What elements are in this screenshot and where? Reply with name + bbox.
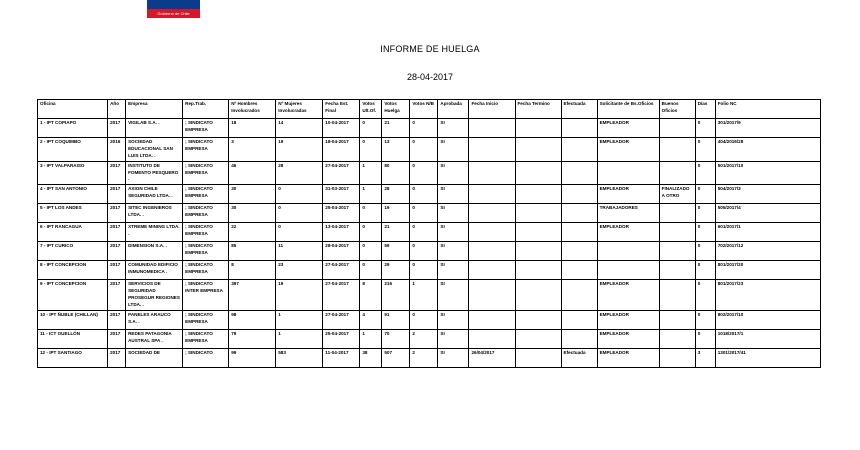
table-cell: AXION CHILE SEGURIDAD LTDA. .	[126, 185, 183, 204]
table-cell	[469, 280, 515, 311]
table-cell: 27-04-2017	[323, 161, 360, 185]
column-header: Buenos Oficios	[659, 100, 695, 119]
table-cell: 70	[382, 329, 410, 348]
table-cell: EMPLEADOR	[597, 185, 659, 204]
table-cell: 3 - IPT VALPARAISO	[38, 161, 108, 185]
table-cell: 1	[360, 185, 382, 204]
table-cell: 91	[382, 310, 410, 329]
table-cell: 0	[360, 261, 382, 280]
table-row	[38, 348, 821, 367]
column-header: Solicitante de Bs.Oficios	[597, 100, 659, 119]
table-cell: EMPLEADOR	[597, 280, 659, 311]
table-cell	[561, 329, 597, 348]
table-cell: ; SINDICATO EMPRESA	[183, 261, 229, 280]
table-cell: 2 - IPT COQUIMBO	[38, 138, 108, 162]
table-cell: 0	[360, 204, 382, 223]
column-header: Empresa	[126, 100, 183, 119]
table-cell: 0	[695, 261, 715, 280]
table-cell	[469, 138, 515, 162]
table-cell	[597, 161, 659, 185]
table-cell: 0	[410, 138, 438, 162]
table-cell	[469, 310, 515, 329]
table-cell: SOCIEDAD EDUCACIONAL SAN LUIS LTDA. .	[126, 138, 183, 162]
table-cell: SI	[438, 310, 469, 329]
table-cell	[561, 310, 597, 329]
table-cell: 801/2017/20	[715, 261, 820, 280]
table-cell: TRABAJADORES	[597, 204, 659, 223]
table-cell: 2017	[108, 204, 126, 223]
table-cell: 0	[695, 204, 715, 223]
table-cell: 26/04/2017	[469, 348, 515, 367]
table-cell: 0	[410, 119, 438, 138]
table-cell: 7 - IPT CURICO	[38, 242, 108, 261]
table-cell: 22	[229, 223, 276, 242]
table-cell: 5 - IPT LOS ANDES	[38, 204, 108, 223]
table-cell	[659, 242, 695, 261]
table-cell: 46	[229, 161, 276, 185]
logo-red-band: Gobierno de Chile	[147, 9, 200, 18]
column-header: Nº Mujeres Involucradas	[276, 100, 323, 119]
table-cell	[515, 161, 561, 185]
table-cell: XTREME MINING LTDA. .	[126, 223, 183, 242]
table-cell: 2017	[108, 119, 126, 138]
column-header: Fecha Inicio	[469, 100, 515, 119]
table-cell: ; SINDICATO EMPRESA	[183, 185, 229, 204]
table-cell	[469, 242, 515, 261]
table-cell	[515, 310, 561, 329]
table-cell: 0	[695, 310, 715, 329]
table-cell	[469, 119, 515, 138]
table-cell: 0	[695, 138, 715, 162]
table-cell	[659, 119, 695, 138]
table-cell: 19	[382, 204, 410, 223]
table-cell	[515, 223, 561, 242]
table-cell: 0	[695, 161, 715, 185]
column-header: Folio NC	[715, 100, 820, 119]
table-cell: REDES PATAGONIA AUSTRAL SPA .	[126, 329, 183, 348]
column-header: Fecha Est. Final	[323, 100, 360, 119]
table-cell: 1018/2017/1	[715, 329, 820, 348]
table-row	[38, 138, 821, 162]
table-cell	[469, 161, 515, 185]
table-cell: 0	[695, 280, 715, 311]
table-cell	[515, 204, 561, 223]
table-cell: 2016	[108, 138, 126, 162]
table-row	[38, 329, 821, 348]
table-row	[38, 261, 821, 280]
strike-report-table	[37, 99, 821, 368]
table-cell	[469, 185, 515, 204]
table-cell: 504/2017/3	[715, 185, 820, 204]
table-cell: 8	[229, 261, 276, 280]
table-cell: 31-03-2017	[323, 185, 360, 204]
table-cell	[561, 261, 597, 280]
table-cell: 0	[360, 242, 382, 261]
table-cell: 0	[695, 223, 715, 242]
table-header-row	[38, 100, 821, 119]
table-cell	[597, 261, 659, 280]
table-row	[38, 204, 821, 223]
table-cell: 601/2017/1	[715, 223, 820, 242]
report-title: INFORME DE HUELGA	[380, 44, 480, 54]
table-cell	[469, 223, 515, 242]
table-cell: 8 - IPT CONCEPCION	[38, 261, 108, 280]
table-cell: 0	[410, 261, 438, 280]
column-header: Días	[695, 100, 715, 119]
table-cell: 3	[229, 138, 276, 162]
table-cell: 99	[229, 348, 276, 367]
table-cell: SI	[438, 161, 469, 185]
table-cell: 19	[276, 138, 323, 162]
table-cell: 21	[382, 223, 410, 242]
table-cell: DIMENSION S.A. .	[126, 242, 183, 261]
table-cell: 0	[410, 310, 438, 329]
table-cell: 2017	[108, 223, 126, 242]
table-cell	[659, 204, 695, 223]
table-cell	[561, 161, 597, 185]
table-cell: 30	[229, 204, 276, 223]
table-body	[38, 119, 821, 368]
table-cell: 301/2017/9	[715, 119, 820, 138]
table-cell: SI	[438, 223, 469, 242]
table-cell: 505/2017/4	[715, 204, 820, 223]
table-cell: EMPLEADOR	[597, 119, 659, 138]
table-cell: 801/2017/23	[715, 280, 820, 311]
table-cell: 2	[410, 329, 438, 348]
table-cell: 29	[382, 261, 410, 280]
table-cell: ; SINDICATO	[183, 348, 229, 367]
table-cell: Efectuada	[561, 348, 597, 367]
table-cell: 0	[695, 242, 715, 261]
table-cell: 1	[410, 280, 438, 311]
table-cell	[515, 329, 561, 348]
table-cell	[597, 242, 659, 261]
table-cell	[561, 242, 597, 261]
table-cell: 0	[276, 185, 323, 204]
table-cell: EMPLEADOR	[597, 223, 659, 242]
table-cell: 0	[410, 185, 438, 204]
table-row	[38, 242, 821, 261]
table-cell: FINALIZADO A OTRO	[659, 185, 695, 204]
table-cell: 28	[382, 185, 410, 204]
table-cell: 2017	[108, 280, 126, 311]
table-cell: 501/2017/10	[715, 161, 820, 185]
table-cell: 2017	[108, 242, 126, 261]
table-cell: 2017	[108, 185, 126, 204]
table-cell: 27-04-2017	[323, 280, 360, 311]
table-cell: 397	[229, 280, 276, 311]
table-cell: 507	[382, 348, 410, 367]
table-cell: 2017	[108, 161, 126, 185]
table-cell: ; SINDICATO EMPRESA	[183, 242, 229, 261]
column-header: Votos Huelga	[382, 100, 410, 119]
table-cell: PANELES ARAUCO S.A. .	[126, 310, 183, 329]
table-cell: 0	[695, 329, 715, 348]
column-header: Año	[108, 100, 126, 119]
table-cell: 1	[276, 329, 323, 348]
table-cell: 0	[360, 223, 382, 242]
table-cell: 9 - IPT CONCEPCION	[38, 280, 108, 311]
column-header: Rep.Trab.	[183, 100, 229, 119]
table-cell: 1	[360, 161, 382, 185]
table-cell: 2017	[108, 348, 126, 367]
table-cell: 2	[410, 348, 438, 367]
table-cell: 28-04-2017	[323, 242, 360, 261]
table-cell: 0	[410, 223, 438, 242]
table-cell: 0	[410, 242, 438, 261]
table-cell	[469, 261, 515, 280]
table-cell: SI	[438, 138, 469, 162]
table-row	[38, 161, 821, 185]
table-cell	[515, 280, 561, 311]
table-cell: ; SINDICATO EMPRESA	[183, 310, 229, 329]
logo-blue-band	[147, 0, 200, 9]
table-cell: COMUNIDAD EDIFICIO INMUNOMEDICA .	[126, 261, 183, 280]
table-cell: 6 - IPT RANCAGUA	[38, 223, 108, 242]
table-cell: 12 - IPT SANTIAGO	[38, 348, 108, 367]
table-cell: EMPLEADOR	[597, 310, 659, 329]
column-header: Efectuada	[561, 100, 597, 119]
table-cell: 27-04-2017	[323, 310, 360, 329]
column-header: Fecha Termino	[515, 100, 561, 119]
table-cell	[659, 280, 695, 311]
table-cell: 2017	[108, 310, 126, 329]
table-cell: SI	[438, 329, 469, 348]
table-cell: 583	[276, 348, 323, 367]
table-cell: 18	[229, 119, 276, 138]
table-cell: SERVICIOS DE SEGURIDAD PROSEGUR REGIONES LTDA. .	[126, 280, 183, 311]
table-cell: 4 - IPT SAN ANTONIO	[38, 185, 108, 204]
table-cell	[515, 119, 561, 138]
table-cell: 3	[695, 348, 715, 367]
table-cell	[561, 204, 597, 223]
column-header: Votos Ult.Of.	[360, 100, 382, 119]
column-header: Aprobada	[438, 100, 469, 119]
report-date: 28-04-2017	[406, 72, 454, 82]
table-cell: ; SINDICATO EMPRESA	[183, 223, 229, 242]
table-row	[38, 280, 821, 311]
table-cell: SI	[438, 242, 469, 261]
table-cell: 21	[382, 119, 410, 138]
gobierno-logo	[147, 0, 200, 18]
table-cell: 30	[229, 185, 276, 204]
table-cell: 0	[276, 223, 323, 242]
table-cell: 1 - IPT COPIAPO	[38, 119, 108, 138]
table-row	[38, 223, 821, 242]
table-cell: 11-04-2017	[323, 348, 360, 367]
table-cell: SITEC INGENIEROS LTDA. .	[126, 204, 183, 223]
table-cell: 10 - IPT ÑUBLE (CHILLAN)	[38, 310, 108, 329]
table-cell: SI	[438, 119, 469, 138]
table-cell: 28	[276, 161, 323, 185]
table-cell: 11 - ICT OUELLÓN	[38, 329, 108, 348]
table-cell: 0	[410, 161, 438, 185]
table-row	[38, 310, 821, 329]
table-cell: 0	[360, 138, 382, 162]
table-cell: ; SINDICATO EMPRESA	[183, 119, 229, 138]
table-cell: 18-04-2017	[323, 138, 360, 162]
table-cell: EMPLEADOR	[597, 329, 659, 348]
table-cell: 38	[360, 348, 382, 367]
table-cell: 2017	[108, 329, 126, 348]
table-cell: SI	[438, 204, 469, 223]
table-cell	[659, 310, 695, 329]
table-cell: ; SINDICATO INTER EMPRESA	[183, 280, 229, 311]
table-cell: EMPLEADOR	[597, 138, 659, 162]
table-cell	[659, 223, 695, 242]
table-cell	[561, 223, 597, 242]
table-cell: 27-04-2017	[323, 261, 360, 280]
table-cell	[561, 280, 597, 311]
table-cell: 98	[229, 310, 276, 329]
table-cell	[561, 138, 597, 162]
table-cell: ; SINDICATO EMPRESA	[183, 204, 229, 223]
table-cell: 1301/2017/41	[715, 348, 820, 367]
table-cell: 4	[360, 310, 382, 329]
table-cell	[515, 138, 561, 162]
table-cell: 0	[695, 185, 715, 204]
table-cell: 702/2017/12	[715, 242, 820, 261]
table-cell: 14	[276, 119, 323, 138]
table-cell: 0	[276, 204, 323, 223]
table-cell: 19	[276, 280, 323, 311]
table-cell	[659, 329, 695, 348]
table-cell	[469, 204, 515, 223]
table-cell: 404/2016/28	[715, 138, 820, 162]
table-cell: SI	[438, 261, 469, 280]
table-cell: VIGILAB S.A. .	[126, 119, 183, 138]
table-cell: 80	[382, 161, 410, 185]
table-cell: INSTITUTO DE FOMENTO PESQUERO .	[126, 161, 183, 185]
table-cell: 0	[695, 119, 715, 138]
table-cell: 802/2017/10	[715, 310, 820, 329]
table-cell: 23	[276, 261, 323, 280]
table-cell	[515, 261, 561, 280]
column-header: Oficina	[38, 100, 108, 119]
table-cell: 59	[382, 242, 410, 261]
table-cell: 25-04-2017	[323, 204, 360, 223]
table-cell	[659, 261, 695, 280]
table-cell: 2017	[108, 261, 126, 280]
table-cell: 13-04-2017	[323, 223, 360, 242]
column-header: Nº Hombres Involucrados	[229, 100, 276, 119]
table-cell	[659, 161, 695, 185]
table-cell: EMPLEADOR	[597, 348, 659, 367]
table-cell: 1	[360, 329, 382, 348]
table-cell: SI	[438, 348, 469, 367]
table-cell: ; SINDICATO EMPRESA	[183, 161, 229, 185]
table-cell: 11	[276, 242, 323, 261]
table-cell: 0	[360, 119, 382, 138]
table-cell	[469, 329, 515, 348]
table-cell: 0	[410, 204, 438, 223]
table-cell: 85	[229, 242, 276, 261]
table-row	[38, 185, 821, 204]
table-cell: ; SINDICATO EMPRESA	[183, 329, 229, 348]
table-cell: ; SINDICATO EMPRESA	[183, 138, 229, 162]
table-cell: 8	[360, 280, 382, 311]
table-cell: 79	[229, 329, 276, 348]
table-cell	[515, 185, 561, 204]
table-cell: SOCIEDAD DE	[126, 348, 183, 367]
table-cell: 216	[382, 280, 410, 311]
table-cell: 25-04-2017	[323, 329, 360, 348]
table-cell: 1	[276, 310, 323, 329]
table-cell: SI	[438, 185, 469, 204]
table-cell	[659, 348, 695, 367]
table-row	[38, 119, 821, 138]
table-cell	[561, 119, 597, 138]
table-cell	[515, 242, 561, 261]
table-cell: 10-04-2017	[323, 119, 360, 138]
table-cell	[561, 185, 597, 204]
table-cell	[515, 348, 561, 367]
table-cell: SI	[438, 280, 469, 311]
table-cell: 13	[382, 138, 410, 162]
column-header: Votos N/B	[410, 100, 438, 119]
table-cell	[659, 138, 695, 162]
